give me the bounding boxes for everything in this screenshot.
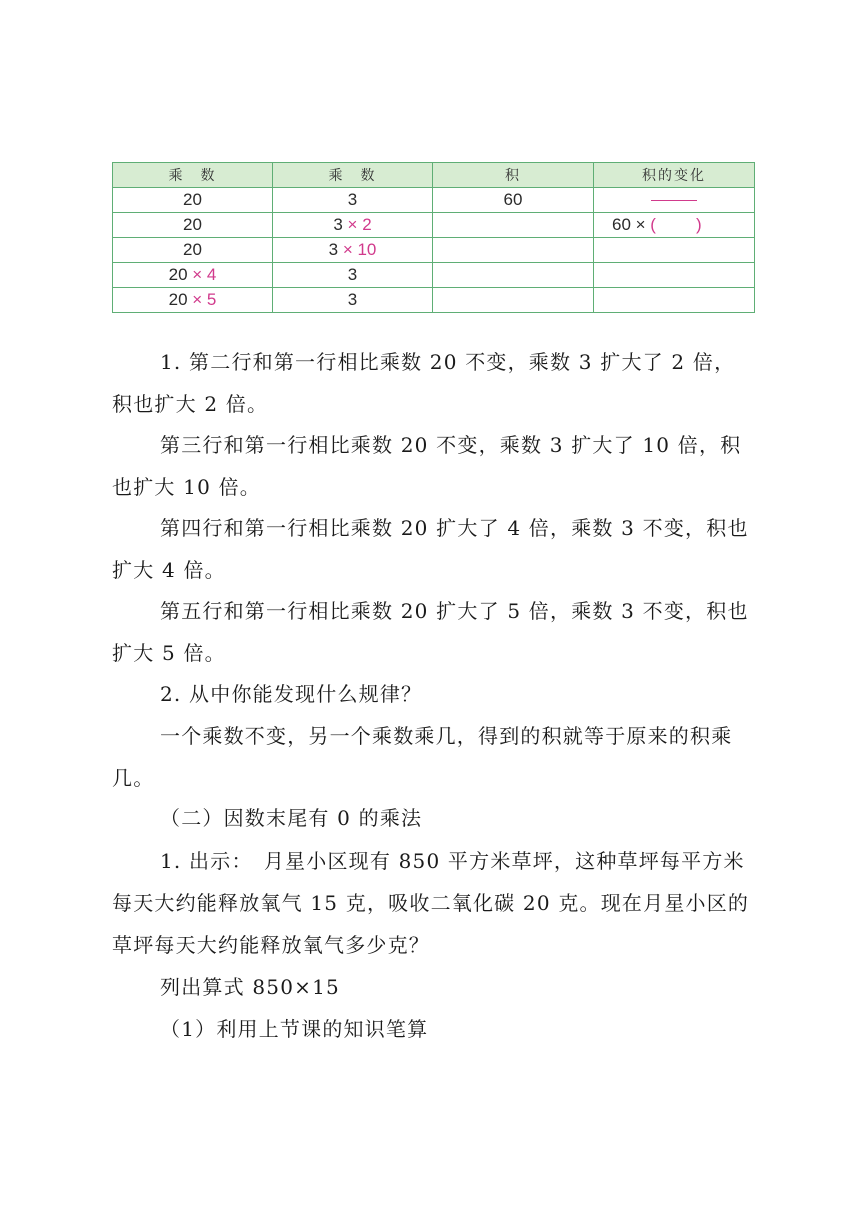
header-multiplier-1: 乘 数: [113, 163, 273, 188]
header-product: 积: [433, 163, 594, 188]
cell-change: [594, 188, 755, 213]
table-header-row: [113, 163, 755, 188]
paragraph-row2-comparison: 1. 第二行和第一行相比乘数 20 不变，乘数 3 扩大了 2 倍，积也扩大 2 倍。: [112, 350, 736, 416]
value: 3: [347, 190, 358, 209]
header-multiplier-2: 乘 数: [273, 163, 433, 188]
table-row: [113, 188, 755, 213]
cell-multiplier-2: [273, 263, 433, 288]
cell-product: [433, 238, 594, 263]
cell-multiplier-2: [273, 238, 433, 263]
cell-product: [433, 263, 594, 288]
cell-multiplier-2: [273, 288, 433, 313]
value: 60: [503, 190, 523, 209]
cell-product: [433, 188, 594, 213]
paragraph-row3-comparison: 第三行和第一行相比乘数 20 不变，乘数 3 扩大了 10 倍，积也扩大 10 倍。: [112, 433, 742, 499]
change-expression: 60 ×: [612, 215, 646, 234]
multiplier-note: × 2: [347, 215, 372, 234]
cell-multiplier-1: [113, 188, 273, 213]
multiplier-note: × 10: [342, 240, 377, 259]
value: 3: [328, 240, 339, 259]
cell-product: [433, 213, 594, 238]
section-heading: （二）因数末尾有 0 的乘法: [160, 806, 423, 830]
cell-change: [594, 288, 755, 313]
table-row: [113, 213, 755, 238]
value: 3: [333, 215, 343, 234]
multiplier-note: × 5: [192, 290, 217, 309]
question-pattern: 2. 从中你能发现什么规律？: [160, 682, 423, 706]
cell-multiplier-2: [273, 213, 433, 238]
paragraph-rule: 一个乘数不变，另一个乘数乘几，得到的积就等于原来的积乘几。: [112, 724, 733, 790]
step-1-line: （1）利用上节课的知识笔算: [160, 1017, 429, 1041]
blank-paren-open: (: [650, 215, 656, 234]
value: 20: [183, 240, 202, 259]
value: 3: [347, 290, 358, 309]
cell-multiplier-2: [273, 188, 433, 213]
equation-line: 列出算式 850×15: [160, 975, 340, 999]
multiplier-note: × 4: [192, 265, 217, 284]
value: 20: [168, 290, 188, 309]
table-row: [113, 263, 755, 288]
table-row: [113, 288, 755, 313]
cell-multiplier-1: [113, 288, 273, 313]
cell-change: [594, 263, 755, 288]
cell-change: [594, 213, 755, 238]
problem-statement: 1. 出示： 月星小区现有 850 平方米草坪，这种草坪每平方米每天大约能释放氧气 15 克，吸收二氧化碳 20 克。现在月星小区的草坪每天大约能释放氧气多少克？: [112, 849, 750, 957]
cell-multiplier-1: [113, 238, 273, 263]
table-row: [113, 238, 755, 263]
header-product-change: 积的变化: [594, 163, 755, 188]
dash-mark: [651, 200, 697, 201]
paragraph-row5-comparison: 第五行和第一行相比乘数 20 扩大了 5 倍，乘数 3 不变，积也扩大 5 倍。: [112, 599, 749, 665]
value: 20: [168, 265, 188, 284]
value: 3: [347, 265, 358, 284]
value: 20: [183, 215, 202, 234]
cell-multiplier-1: [113, 213, 273, 238]
cell-product: [433, 288, 594, 313]
cell-change: [594, 238, 755, 263]
blank-paren-close: ): [695, 215, 702, 234]
paragraph-row4-comparison: 第四行和第一行相比乘数 20 扩大了 4 倍，乘数 3 不变，积也扩大 4 倍。: [112, 516, 749, 582]
cell-multiplier-1: [113, 263, 273, 288]
value: 20: [183, 190, 202, 209]
multiplication-table: [112, 162, 755, 313]
